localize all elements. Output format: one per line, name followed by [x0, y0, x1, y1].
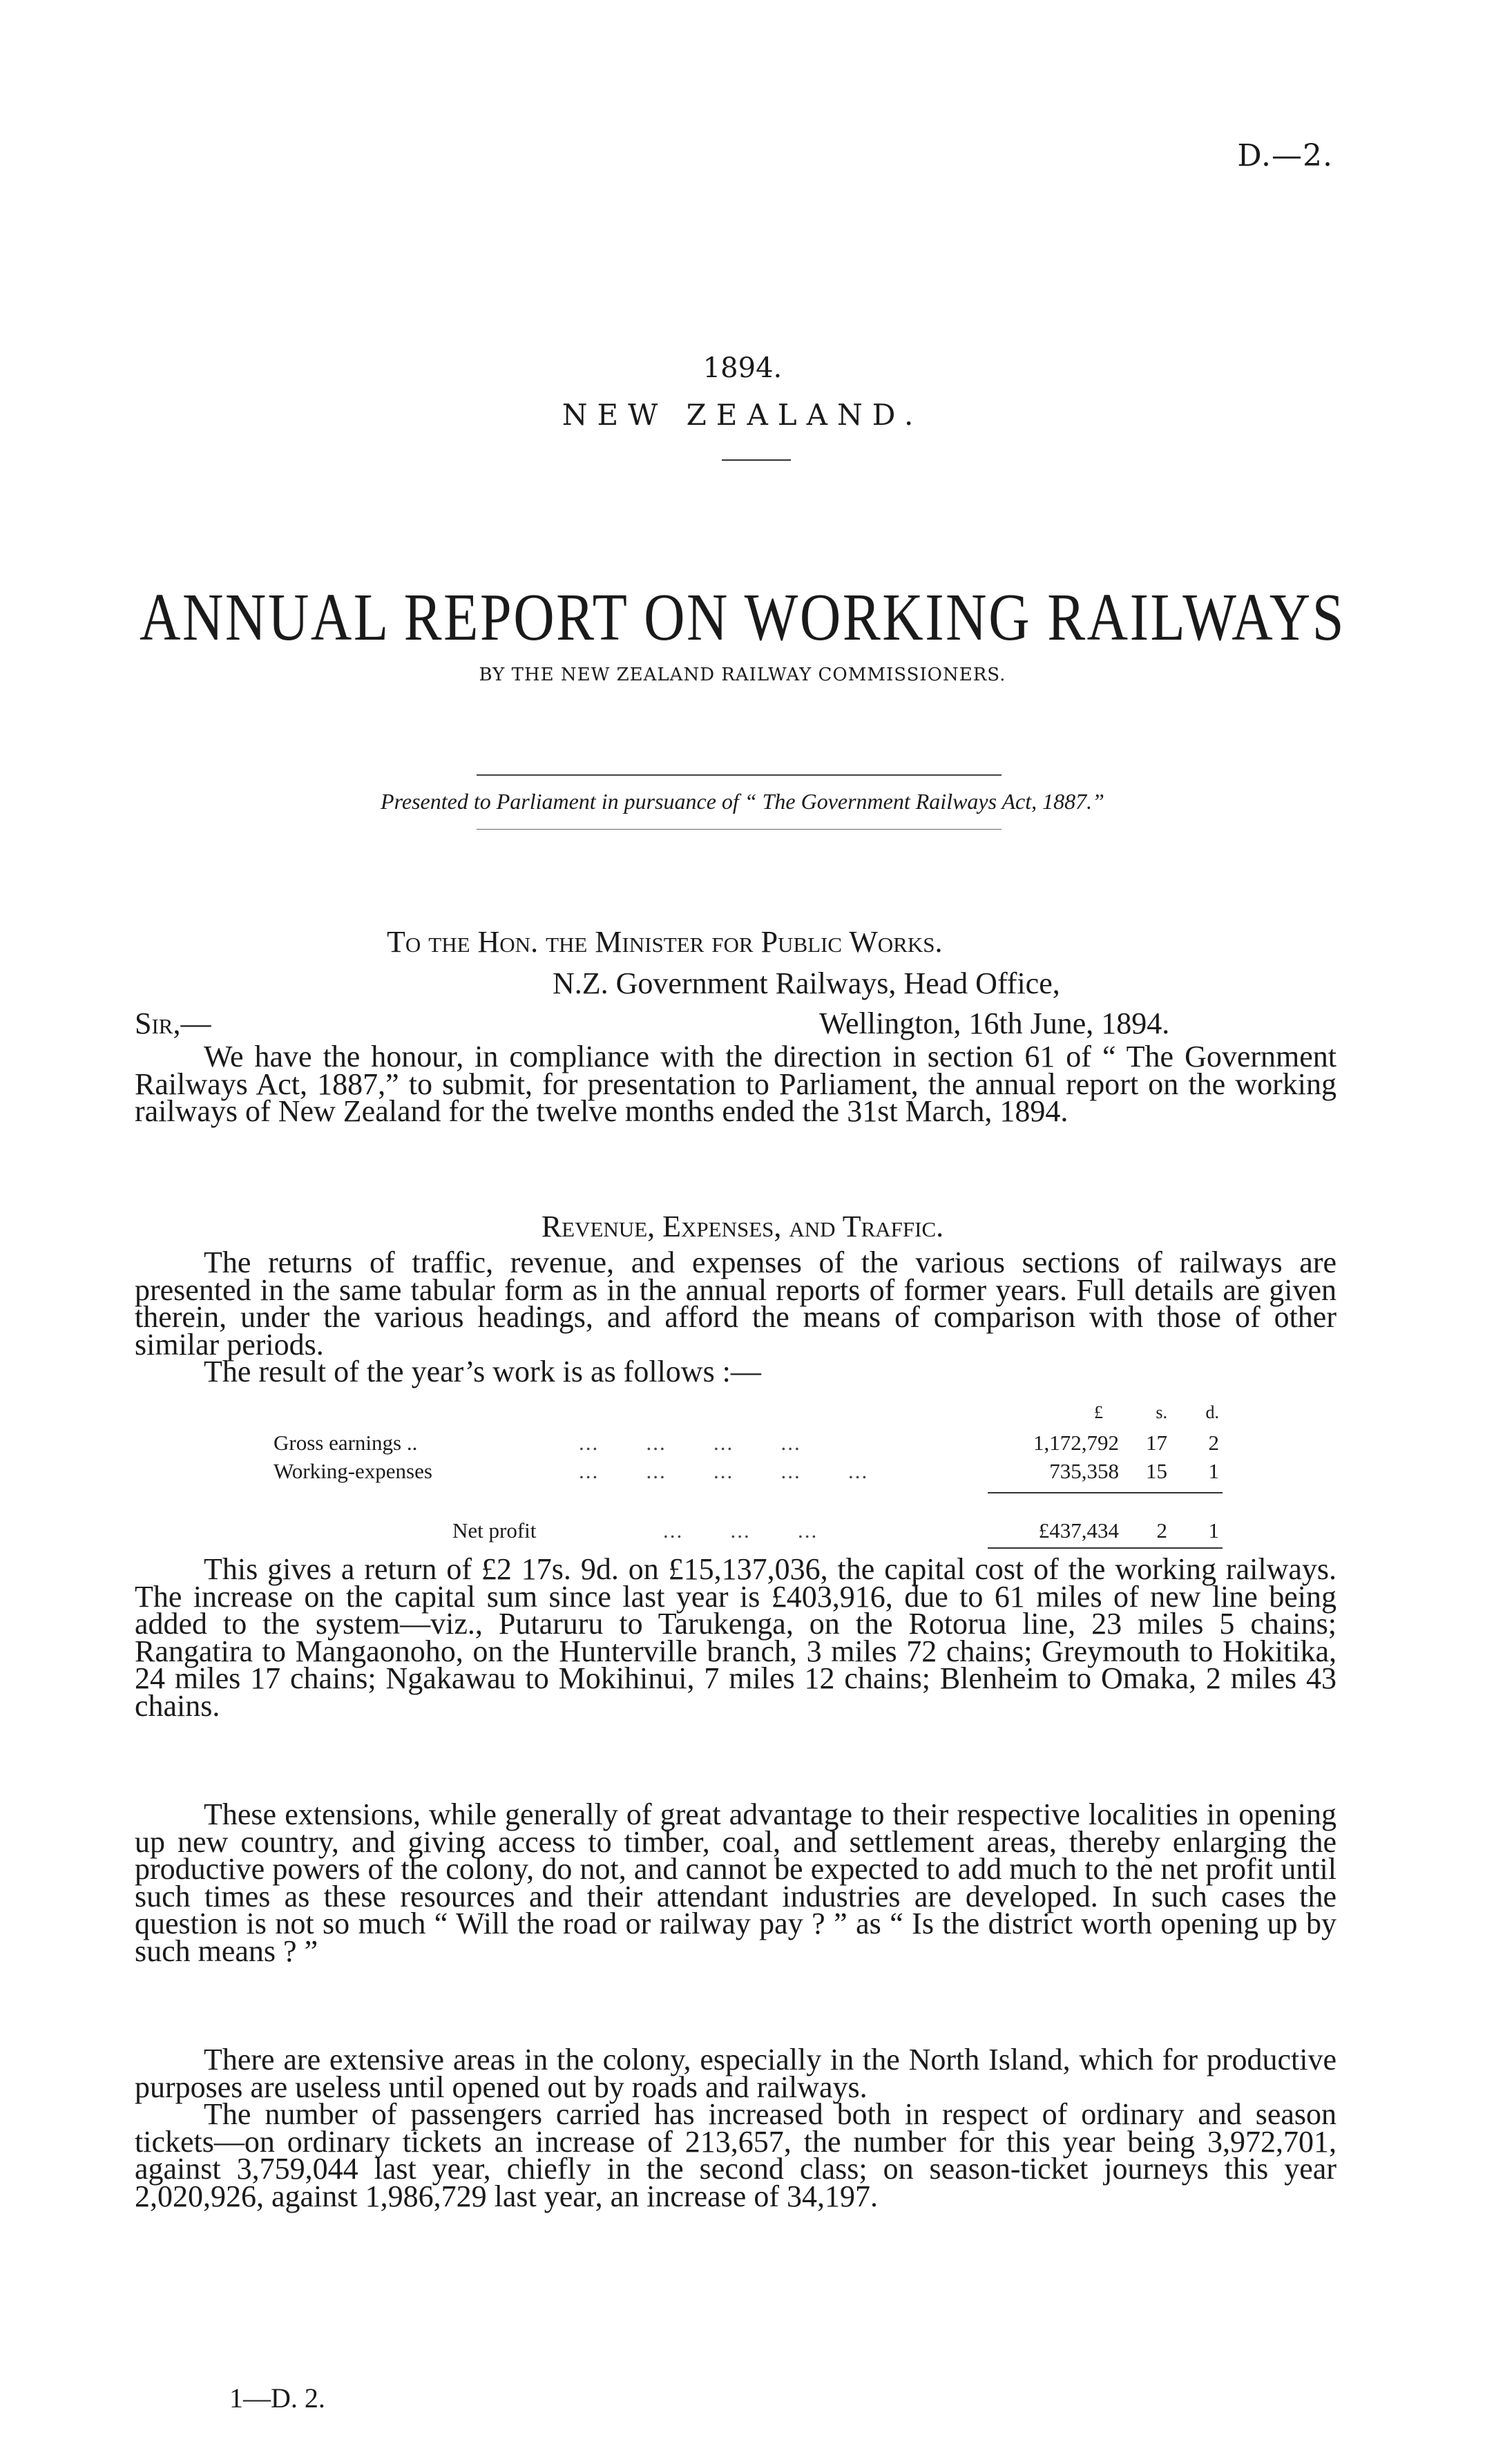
opening-paragraph: We have the honour, in compliance with the direction in section 61 of “ The Government Railways Act, 1887,” to submit, for presentation to Parliament, the annual report on the working railways of New Zealand for the twelve months ended the 31st March, 1894. [135, 1040, 1336, 1128]
net-profit-pounds: £437,434 [1038, 1518, 1119, 1543]
paragraph-extensions: These extensions, while generally of great advantage to their respective localities in opening up new country, and giving access to timber, coal, and settlement areas, thereby enlarging the productive powers of the colony, do not, and cannot be expected to add much to the net profit until such times as these resources and their attendant industries are developed. In such cases the question is not so much “ Will the road or railway pay ? ” as “ Is the district worth opening up by such means ? ” [135, 1797, 1336, 1968]
leader-dots: ... ... ... ... ... [579, 1459, 869, 1483]
gross-shillings: 17 [1146, 1431, 1167, 1455]
letter-addressee: To the Hon. the Minister for Public Works. [387, 925, 943, 959]
document-code: D.—2. [1237, 138, 1333, 173]
report-subtitle: BY THE NEW ZEALAND RAILWAY COMMISSIONERS. [479, 665, 1006, 685]
country-heading: NEW ZEALAND. [562, 398, 923, 432]
row-label-net-profit: Net profit [452, 1518, 537, 1543]
net-profit-pence: 1 [1208, 1518, 1219, 1543]
letter-salutation: Sir,— [135, 1006, 211, 1040]
net-profit-shillings: 2 [1156, 1518, 1167, 1543]
leader-dots: ... ... ... ... [579, 1431, 801, 1455]
page-signature: 1—D. 2. [229, 2382, 325, 2414]
gross-pence: 2 [1208, 1431, 1219, 1455]
shillings-unit: s. [1156, 1402, 1167, 1422]
paragraph-result: The result of the year’s work is as follows :— [204, 1355, 761, 1388]
paragraph-areas: There are extensive areas in the colony, especially in the North Island, which for productive purposes are useless until opened out by roads and railways. [135, 2043, 1336, 2104]
leader-dots: ... ... ... [663, 1518, 818, 1543]
letter-office: N.Z. Government Railways, Head Office, [553, 966, 1060, 1000]
total-rule [988, 1547, 1223, 1549]
expenses-pence: 1 [1208, 1459, 1219, 1483]
paragraph-returns: The returns of traffic, revenue, and expenses of the various sections of railways are presented in the same tabular form as in the annual reports of former years. Full details are given therein, under the various headings, and afford the means of comparison with those of other similar periods. [135, 1245, 1336, 1362]
presented-note: Presented to Parliament in pursuance of “ The Government Railways Act, 1887.” [381, 789, 1104, 814]
report-year: 1894. [702, 352, 783, 384]
pence-unit: d. [1205, 1402, 1219, 1422]
letter-place-date: Wellington, 16th June, 1894. [819, 1006, 1170, 1040]
row-label-expenses: Working-expenses [274, 1459, 432, 1483]
gross-pounds: 1,172,792 [1033, 1431, 1119, 1455]
section-heading: Revenue, Expenses, and Traffic. [541, 1210, 944, 1243]
sum-rule [988, 1492, 1223, 1493]
report-title: ANNUAL REPORT ON WORKING RAILWAYS [139, 580, 1345, 655]
paragraph-capital: This gives a return of £2 17s. 9d. on £15,137,036, the capital cost of the working railways. The increase on the capital sum since last year is £403,916, due to 61 miles of new line being added to the system—viz., Putaruru to Tarukenga, on the Rotorua line, 23 miles 5 chains; Rangatira to Mangaonoho, on the Hunterville branch, 3 miles 72 chains; Greymouth to Hokitika, 24 miles 17 chains; Ngakawau to Mokihinui, 7 miles 12 chains; Blenheim to Omaka, 2 miles 43 chains. [135, 1552, 1336, 1723]
pounds-unit: £ [1094, 1402, 1103, 1422]
divider [722, 459, 791, 461]
paragraph-passengers: The number of passengers carried has increased both in respect of ordinary and season tickets—on ordinary tickets an increase of 213,657, the number for this year being 3,972,701, against 3,759,044 last year, chiefly in the second class; on season-ticket journeys this year 2,020,926, against 1,986,729 last year, an increase of 34,197. [135, 2097, 1336, 2213]
divider [477, 829, 1002, 830]
expenses-shillings: 15 [1146, 1459, 1167, 1483]
expenses-pounds: 735,358 [1049, 1459, 1119, 1483]
divider [477, 774, 1002, 776]
row-label-gross: Gross earnings .. [274, 1431, 418, 1455]
